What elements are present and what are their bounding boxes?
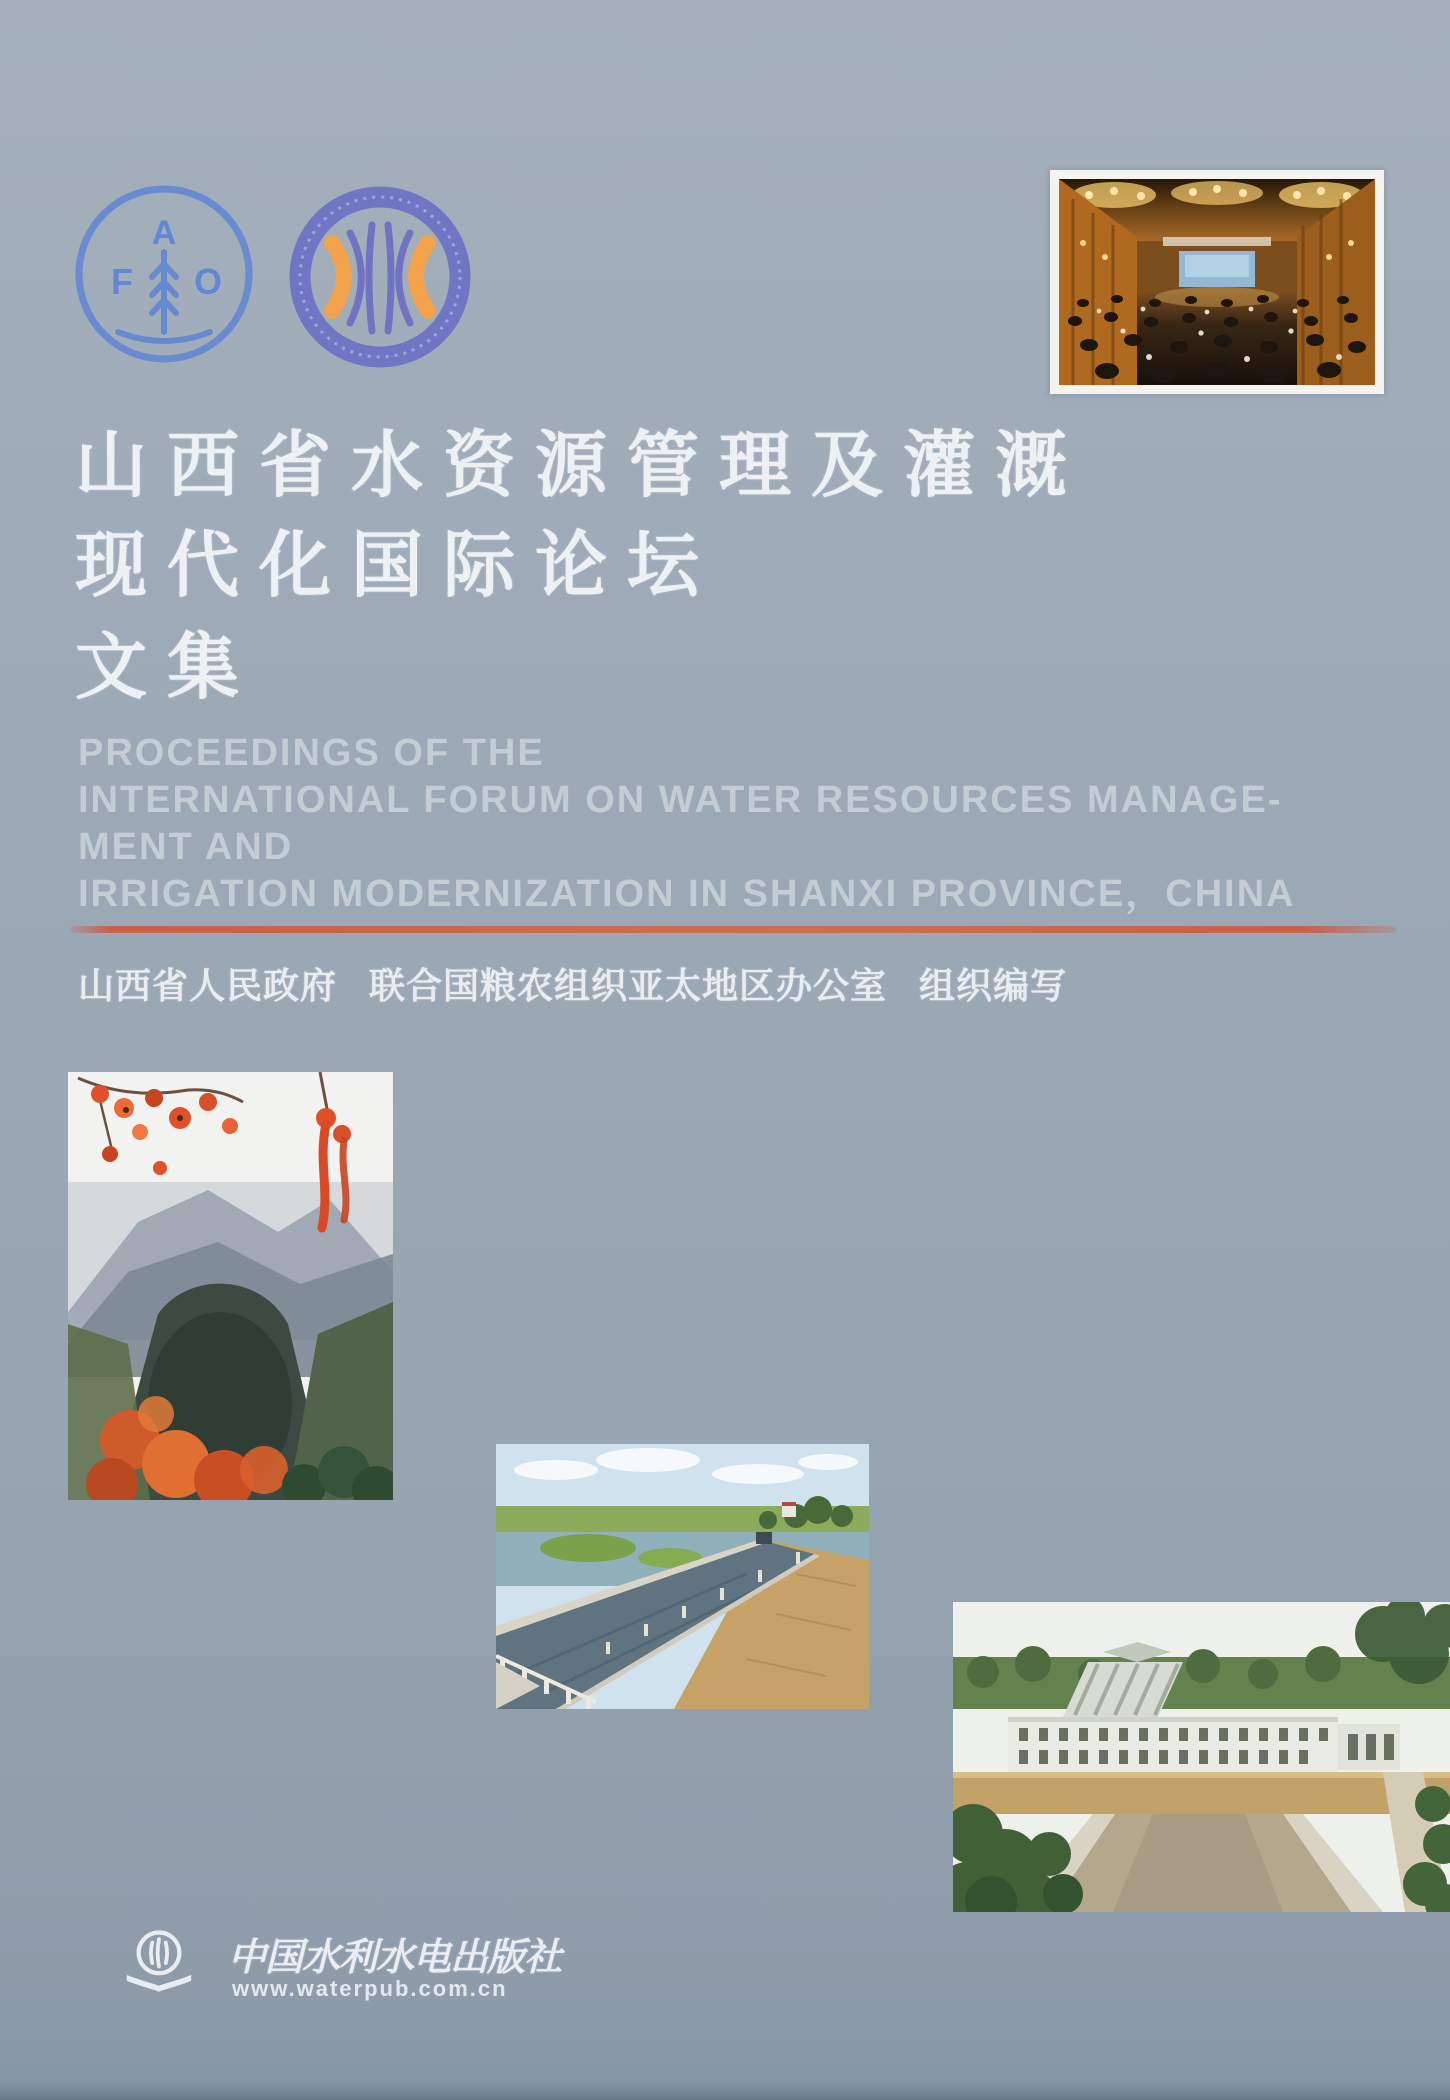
pump-station-photo (953, 1602, 1450, 1912)
attribution-fao-office: 联合国粮农组织亚太地区办公室 (369, 965, 888, 1006)
conference-hall-photo (1050, 170, 1384, 394)
fao-logo-icon (72, 180, 256, 368)
title-en (78, 730, 1296, 918)
publisher-name: 中国水利水电出版社 (228, 1937, 562, 1979)
scan-bottom-shadow (0, 2082, 1450, 2100)
mountain-valley-photo (68, 1072, 393, 1500)
title-en-line1: PROCEEDINGS OF THE (78, 732, 545, 774)
publisher-url: www.waterpub.com.cn (232, 1976, 508, 2001)
red-divider-rule (70, 926, 1396, 933)
title-en-line3: MENT AND (78, 826, 294, 868)
publisher-logo-icon (120, 1928, 198, 1998)
forum-logo-icon (288, 183, 472, 371)
attribution-government: 山西省人民政府 (78, 965, 338, 1006)
title-zh-line3: 文集 (75, 628, 260, 708)
title-zh-line2: 现代化国际论坛 (75, 526, 720, 606)
attribution-line (78, 958, 1067, 1009)
fao-letter-a: A (151, 214, 177, 252)
title-zh-line1: 山西省水资源管理及灌溉 (75, 426, 1088, 506)
irrigation-canal-photo (496, 1444, 869, 1709)
attribution-edited-by: 组织编写 (919, 965, 1068, 1006)
fao-letter-f: F (111, 261, 133, 302)
title-en-line4: IRRIGATION MODERNIZATION IN SHANXI PROVINCE，CHINA (78, 873, 1296, 915)
title-en-line2: INTERNATIONAL FORUM ON WATER RESOURCES MANAGE- (78, 779, 1283, 821)
fao-letter-o: O (193, 261, 223, 302)
